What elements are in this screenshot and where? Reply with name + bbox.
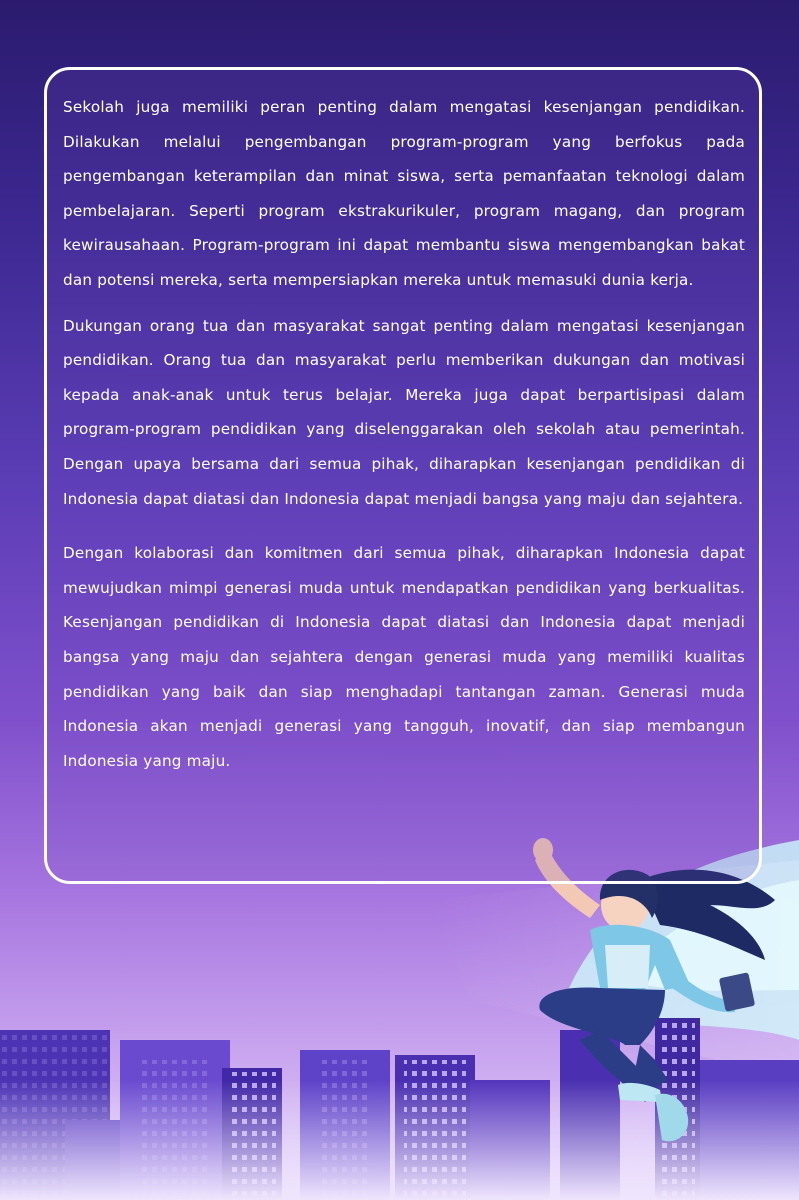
- paragraph-1: Sekolah juga memiliki peran penting dalam mengatasi kesenjangan pendidikan. Dilakukan melalui pengembangan program-program yang berfokus pada pengembangan keterampilan dan minat siswa, serta pemanfaatan teknologi dalam pembelajaran. Seperti program ekstrakurikuler, program magang, dan program kewirausahaan. Program-program ini dapat membantu siswa mengembangkan bakat dan potensi mereka, serta mempersiapkan mereka untuk memasuki dunia kerja.: [63, 98, 745, 289]
- text-card: [44, 67, 762, 884]
- city-skyline-illustration: [0, 1018, 799, 1200]
- paragraph-3: Dengan kolaborasi dan komitmen dari semua pihak, diharapkan Indonesia dapat mewujudkan mimpi generasi muda untuk mendapatkan pendidikan yang berkualitas. Kesenjangan pendidikan di Indonesia dapat diatasi dan Indonesia dapat menjadi bangsa yang maju dan sejahtera dengan generasi muda yang memiliki kualitas pendidikan yang baik dan siap menghadapi tantangan zaman. Generasi muda Indonesia akan menjadi generasi yang tangguh, inovatif, dan siap membangun Indonesia yang maju.: [63, 544, 745, 770]
- paragraph-2: Dukungan orang tua dan masyarakat sangat penting dalam mengatasi kesenjangan pendidikan. Orang tua dan masyarakat perlu memberikan dukungan dan motivasi kepada anak-anak untuk terus belajar. Mereka juga dapat berpartisipasi dalam program-program pendidikan yang diselenggarakan oleh sekolah atau pemerintah. Dengan upaya bersama dari semua pihak, diharapkan kesenjangan pendidikan di Indonesia dapat diatasi dan Indonesia dapat menjadi bangsa yang maju dan sejahtera.: [63, 316, 745, 508]
- light-beam: [430, 860, 799, 1080]
